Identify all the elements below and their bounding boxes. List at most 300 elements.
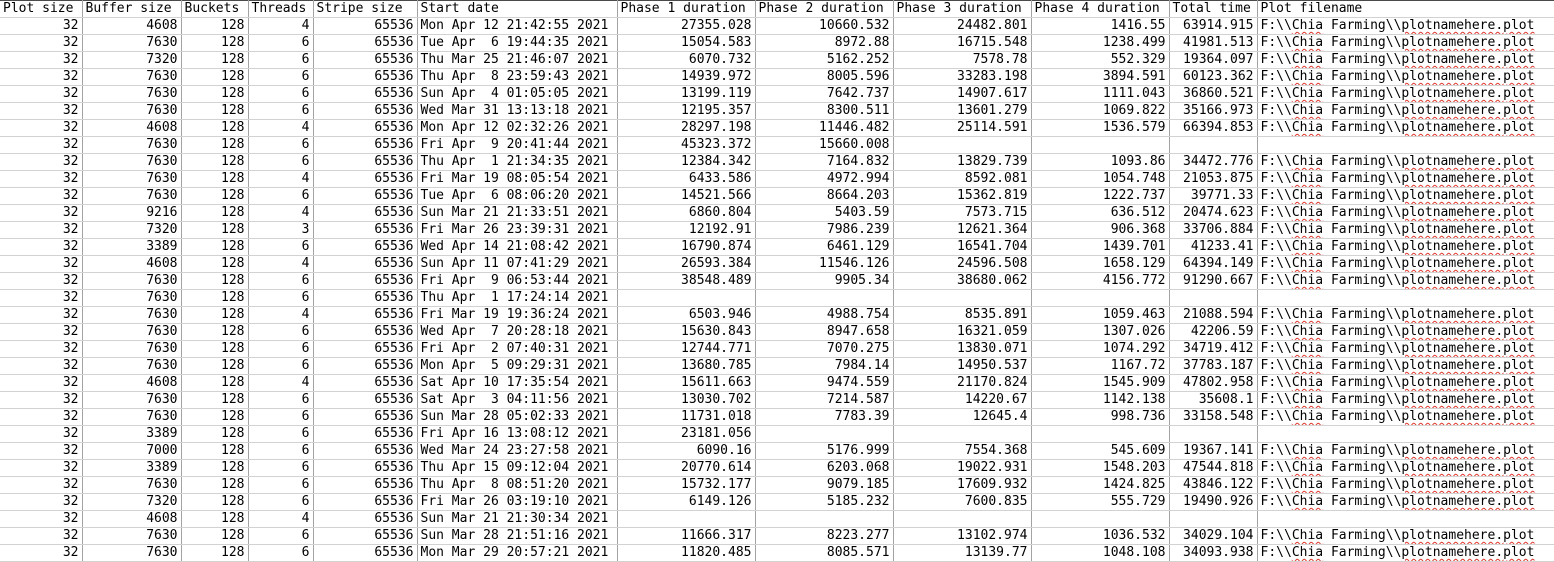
cell-phase-1-duration[interactable]: 6070.732 xyxy=(617,52,755,69)
cell-threads[interactable]: 6 xyxy=(248,358,313,375)
cell-plot-size[interactable]: 32 xyxy=(0,460,82,477)
cell-plot-size[interactable]: 32 xyxy=(0,120,82,137)
cell-phase-3-duration[interactable]: 25114.591 xyxy=(893,120,1031,137)
cell-threads[interactable]: 4 xyxy=(248,120,313,137)
cell-stripe-size[interactable]: 65536 xyxy=(313,154,417,171)
cell-phase-4-duration[interactable]: 1439.701 xyxy=(1031,239,1169,256)
cell-threads[interactable]: 4 xyxy=(248,18,313,35)
cell-buckets[interactable]: 128 xyxy=(181,324,248,341)
cell-plot-size[interactable]: 32 xyxy=(0,86,82,103)
cell-plot-filename[interactable] xyxy=(1257,511,1554,528)
cell-phase-2-duration[interactable]: 5185.232 xyxy=(755,494,893,511)
cell-plot-size[interactable]: 32 xyxy=(0,307,82,324)
cell-total-time[interactable]: 36860.521 xyxy=(1169,86,1257,103)
cell-plot-size[interactable]: 32 xyxy=(0,273,82,290)
cell-total-time[interactable]: 35608.1 xyxy=(1169,392,1257,409)
cell-stripe-size[interactable]: 65536 xyxy=(313,409,417,426)
cell-total-time[interactable]: 19490.926 xyxy=(1169,494,1257,511)
cell-start-date[interactable]: Tue Apr 6 08:06:20 2021 xyxy=(417,188,617,205)
cell-threads[interactable]: 6 xyxy=(248,460,313,477)
cell-phase-1-duration[interactable]: 15732.177 xyxy=(617,477,755,494)
cell-start-date[interactable]: Mon Apr 5 09:29:31 2021 xyxy=(417,358,617,375)
cell-total-time[interactable] xyxy=(1169,511,1257,528)
cell-buckets[interactable]: 128 xyxy=(181,341,248,358)
cell-threads[interactable]: 4 xyxy=(248,511,313,528)
cell-phase-4-duration[interactable]: 1059.463 xyxy=(1031,307,1169,324)
cell-plot-size[interactable]: 32 xyxy=(0,341,82,358)
cell-phase-3-duration[interactable]: 14950.537 xyxy=(893,358,1031,375)
cell-plot-filename[interactable] xyxy=(1257,239,1554,256)
cell-phase-1-duration[interactable]: 15611.663 xyxy=(617,375,755,392)
cell-start-date[interactable]: Mon Mar 29 20:57:21 2021 xyxy=(417,545,617,562)
cell-plot-size[interactable]: 32 xyxy=(0,171,82,188)
cell-stripe-size[interactable]: 65536 xyxy=(313,460,417,477)
cell-phase-1-duration[interactable] xyxy=(617,290,755,307)
cell-phase-1-duration[interactable]: 11731.018 xyxy=(617,409,755,426)
cell-phase-3-duration[interactable]: 21170.824 xyxy=(893,375,1031,392)
cell-stripe-size[interactable]: 65536 xyxy=(313,273,417,290)
cell-total-time[interactable]: 34472.776 xyxy=(1169,154,1257,171)
cell-buckets[interactable]: 128 xyxy=(181,528,248,545)
cell-stripe-size[interactable]: 65536 xyxy=(313,494,417,511)
cell-threads[interactable]: 6 xyxy=(248,69,313,86)
cell-plot-size[interactable]: 32 xyxy=(0,392,82,409)
cell-threads[interactable]: 6 xyxy=(248,103,313,120)
cell-threads[interactable]: 6 xyxy=(248,409,313,426)
cell-start-date[interactable]: Sun Apr 4 01:05:05 2021 xyxy=(417,86,617,103)
cell-stripe-size[interactable]: 65536 xyxy=(313,324,417,341)
cell-start-date[interactable]: Fri Mar 19 08:05:54 2021 xyxy=(417,171,617,188)
cell-plot-size[interactable]: 32 xyxy=(0,222,82,239)
cell-phase-3-duration[interactable]: 13102.974 xyxy=(893,528,1031,545)
cell-buckets[interactable]: 128 xyxy=(181,409,248,426)
cell-plot-size[interactable]: 32 xyxy=(0,239,82,256)
cell-phase-1-duration[interactable]: 23181.056 xyxy=(617,426,755,443)
cell-total-time[interactable]: 34029.104 xyxy=(1169,528,1257,545)
cell-buckets[interactable]: 128 xyxy=(181,290,248,307)
cell-plot-size[interactable]: 32 xyxy=(0,69,82,86)
cell-stripe-size[interactable]: 65536 xyxy=(313,511,417,528)
cell-phase-4-duration[interactable] xyxy=(1031,137,1169,154)
cell-plot-size[interactable]: 32 xyxy=(0,358,82,375)
cell-phase-4-duration[interactable]: 1069.822 xyxy=(1031,103,1169,120)
cell-phase-1-duration[interactable]: 13199.119 xyxy=(617,86,755,103)
cell-start-date[interactable]: Fri Mar 19 19:36:24 2021 xyxy=(417,307,617,324)
cell-plot-filename[interactable] xyxy=(1257,307,1554,324)
cell-buckets[interactable]: 128 xyxy=(181,375,248,392)
cell-buffer-size[interactable]: 7630 xyxy=(82,154,181,171)
cell-threads[interactable]: 6 xyxy=(248,443,313,460)
cell-phase-2-duration[interactable]: 7642.737 xyxy=(755,86,893,103)
cell-start-date[interactable]: Sun Mar 21 21:30:34 2021 xyxy=(417,511,617,528)
cell-total-time[interactable]: 34093.938 xyxy=(1169,545,1257,562)
cell-threads[interactable]: 6 xyxy=(248,35,313,52)
cell-buckets[interactable]: 128 xyxy=(181,69,248,86)
cell-start-date[interactable]: Wed Apr 14 21:08:42 2021 xyxy=(417,239,617,256)
cell-phase-3-duration[interactable]: 12645.4 xyxy=(893,409,1031,426)
cell-start-date[interactable]: Wed Mar 31 13:13:18 2021 xyxy=(417,103,617,120)
cell-phase-4-duration[interactable]: 1545.909 xyxy=(1031,375,1169,392)
cell-buffer-size[interactable]: 7630 xyxy=(82,273,181,290)
cell-phase-4-duration[interactable]: 1167.72 xyxy=(1031,358,1169,375)
cell-threads[interactable]: 6 xyxy=(248,477,313,494)
cell-plot-filename[interactable] xyxy=(1257,222,1554,239)
cell-buckets[interactable]: 128 xyxy=(181,273,248,290)
cell-start-date[interactable]: Sun Mar 21 21:33:51 2021 xyxy=(417,205,617,222)
cell-start-date[interactable]: Fri Apr 9 20:41:44 2021 xyxy=(417,137,617,154)
cell-buffer-size[interactable]: 7320 xyxy=(82,52,181,69)
cell-phase-2-duration[interactable]: 9905.34 xyxy=(755,273,893,290)
cell-phase-1-duration[interactable]: 15630.843 xyxy=(617,324,755,341)
cell-buffer-size[interactable]: 7630 xyxy=(82,35,181,52)
cell-plot-filename[interactable] xyxy=(1257,460,1554,477)
cell-phase-4-duration[interactable]: 1222.737 xyxy=(1031,188,1169,205)
cell-plot-filename[interactable] xyxy=(1257,154,1554,171)
cell-phase-3-duration[interactable]: 13601.279 xyxy=(893,103,1031,120)
cell-buffer-size[interactable]: 7630 xyxy=(82,171,181,188)
cell-total-time[interactable]: 37783.187 xyxy=(1169,358,1257,375)
cell-phase-3-duration[interactable]: 12621.364 xyxy=(893,222,1031,239)
cell-buckets[interactable]: 128 xyxy=(181,545,248,562)
cell-phase-3-duration[interactable]: 16541.704 xyxy=(893,239,1031,256)
cell-threads[interactable]: 6 xyxy=(248,86,313,103)
column-header-buckets[interactable]: Buckets xyxy=(181,1,248,18)
cell-phase-2-duration[interactable]: 5162.252 xyxy=(755,52,893,69)
cell-phase-3-duration[interactable]: 13829.739 xyxy=(893,154,1031,171)
cell-buckets[interactable]: 128 xyxy=(181,120,248,137)
cell-phase-2-duration[interactable]: 4988.754 xyxy=(755,307,893,324)
cell-phase-1-duration[interactable]: 15054.583 xyxy=(617,35,755,52)
cell-phase-1-duration[interactable]: 11820.485 xyxy=(617,545,755,562)
cell-buffer-size[interactable]: 4608 xyxy=(82,120,181,137)
cell-total-time[interactable]: 42206.59 xyxy=(1169,324,1257,341)
cell-start-date[interactable]: Fri Apr 9 06:53:44 2021 xyxy=(417,273,617,290)
cell-plot-size[interactable]: 32 xyxy=(0,256,82,273)
cell-plot-size[interactable]: 32 xyxy=(0,35,82,52)
cell-plot-filename[interactable] xyxy=(1257,35,1554,52)
cell-start-date[interactable]: Tue Apr 6 19:44:35 2021 xyxy=(417,35,617,52)
cell-start-date[interactable]: Mon Apr 12 21:42:55 2021 xyxy=(417,18,617,35)
cell-total-time[interactable]: 35166.973 xyxy=(1169,103,1257,120)
cell-buffer-size[interactable]: 7630 xyxy=(82,290,181,307)
cell-phase-1-duration[interactable]: 14521.566 xyxy=(617,188,755,205)
cell-plot-filename[interactable] xyxy=(1257,375,1554,392)
cell-phase-1-duration[interactable]: 12192.91 xyxy=(617,222,755,239)
cell-stripe-size[interactable]: 65536 xyxy=(313,69,417,86)
cell-plot-filename[interactable] xyxy=(1257,341,1554,358)
cell-phase-4-duration[interactable] xyxy=(1031,426,1169,443)
cell-buffer-size[interactable]: 7630 xyxy=(82,477,181,494)
cell-stripe-size[interactable]: 65536 xyxy=(313,375,417,392)
cell-total-time[interactable]: 47802.958 xyxy=(1169,375,1257,392)
cell-phase-1-duration[interactable]: 20770.614 xyxy=(617,460,755,477)
cell-phase-1-duration[interactable]: 12195.357 xyxy=(617,103,755,120)
cell-total-time[interactable]: 34719.412 xyxy=(1169,341,1257,358)
cell-total-time[interactable]: 63914.915 xyxy=(1169,18,1257,35)
cell-buffer-size[interactable]: 7630 xyxy=(82,392,181,409)
cell-plot-filename[interactable] xyxy=(1257,188,1554,205)
cell-plot-filename[interactable] xyxy=(1257,103,1554,120)
cell-phase-4-duration[interactable]: 1307.026 xyxy=(1031,324,1169,341)
cell-phase-3-duration[interactable] xyxy=(893,137,1031,154)
cell-phase-2-duration[interactable]: 5176.999 xyxy=(755,443,893,460)
cell-threads[interactable]: 6 xyxy=(248,545,313,562)
cell-plot-size[interactable]: 32 xyxy=(0,443,82,460)
cell-phase-3-duration[interactable]: 7578.78 xyxy=(893,52,1031,69)
cell-plot-filename[interactable] xyxy=(1257,52,1554,69)
cell-start-date[interactable]: Sat Apr 3 04:11:56 2021 xyxy=(417,392,617,409)
cell-phase-4-duration[interactable]: 1658.129 xyxy=(1031,256,1169,273)
cell-phase-1-duration[interactable]: 26593.384 xyxy=(617,256,755,273)
cell-buffer-size[interactable]: 7630 xyxy=(82,103,181,120)
cell-stripe-size[interactable]: 65536 xyxy=(313,341,417,358)
cell-plot-size[interactable]: 32 xyxy=(0,188,82,205)
cell-phase-2-duration[interactable]: 11546.126 xyxy=(755,256,893,273)
cell-stripe-size[interactable]: 65536 xyxy=(313,205,417,222)
column-header-phase-1-duration[interactable]: Phase 1 duration xyxy=(617,1,755,18)
cell-plot-filename[interactable] xyxy=(1257,528,1554,545)
cell-threads[interactable]: 6 xyxy=(248,341,313,358)
cell-plot-filename[interactable] xyxy=(1257,171,1554,188)
cell-buckets[interactable]: 128 xyxy=(181,307,248,324)
cell-phase-2-duration[interactable]: 7783.39 xyxy=(755,409,893,426)
cell-threads[interactable]: 4 xyxy=(248,171,313,188)
cell-buffer-size[interactable]: 7630 xyxy=(82,341,181,358)
cell-start-date[interactable]: Thu Apr 8 08:51:20 2021 xyxy=(417,477,617,494)
cell-phase-2-duration[interactable]: 8664.203 xyxy=(755,188,893,205)
cell-phase-2-duration[interactable]: 8005.596 xyxy=(755,69,893,86)
cell-phase-1-duration[interactable] xyxy=(617,511,755,528)
cell-phase-4-duration[interactable]: 552.329 xyxy=(1031,52,1169,69)
cell-total-time[interactable]: 19367.141 xyxy=(1169,443,1257,460)
cell-phase-4-duration[interactable]: 1111.043 xyxy=(1031,86,1169,103)
cell-phase-3-duration[interactable]: 15362.819 xyxy=(893,188,1031,205)
cell-buckets[interactable]: 128 xyxy=(181,222,248,239)
cell-buckets[interactable]: 128 xyxy=(181,188,248,205)
cell-buffer-size[interactable]: 7320 xyxy=(82,494,181,511)
cell-phase-2-duration[interactable]: 4972.994 xyxy=(755,171,893,188)
cell-phase-1-duration[interactable]: 11666.317 xyxy=(617,528,755,545)
cell-plot-size[interactable]: 32 xyxy=(0,137,82,154)
cell-buffer-size[interactable]: 7630 xyxy=(82,358,181,375)
cell-plot-size[interactable]: 32 xyxy=(0,52,82,69)
cell-phase-2-duration[interactable]: 8947.658 xyxy=(755,324,893,341)
cell-stripe-size[interactable]: 65536 xyxy=(313,137,417,154)
cell-plot-filename[interactable] xyxy=(1257,256,1554,273)
cell-buffer-size[interactable]: 7630 xyxy=(82,528,181,545)
cell-threads[interactable]: 6 xyxy=(248,137,313,154)
cell-buffer-size[interactable]: 4608 xyxy=(82,511,181,528)
cell-phase-2-duration[interactable]: 7164.832 xyxy=(755,154,893,171)
cell-phase-3-duration[interactable]: 17609.932 xyxy=(893,477,1031,494)
cell-buffer-size[interactable]: 7630 xyxy=(82,188,181,205)
cell-threads[interactable]: 6 xyxy=(248,392,313,409)
cell-stripe-size[interactable]: 65536 xyxy=(313,545,417,562)
cell-phase-3-duration[interactable]: 7573.715 xyxy=(893,205,1031,222)
cell-plot-filename[interactable] xyxy=(1257,290,1554,307)
cell-start-date[interactable]: Fri Mar 26 03:19:10 2021 xyxy=(417,494,617,511)
cell-phase-2-duration[interactable] xyxy=(755,511,893,528)
cell-phase-4-duration[interactable]: 545.609 xyxy=(1031,443,1169,460)
cell-phase-4-duration[interactable]: 1536.579 xyxy=(1031,120,1169,137)
cell-total-time[interactable]: 21088.594 xyxy=(1169,307,1257,324)
column-header-buffer-size[interactable]: Buffer size xyxy=(82,1,181,18)
cell-stripe-size[interactable]: 65536 xyxy=(313,290,417,307)
cell-total-time[interactable]: 47544.818 xyxy=(1169,460,1257,477)
column-header-phase-4-duration[interactable]: Phase 4 duration xyxy=(1031,1,1169,18)
cell-buckets[interactable]: 128 xyxy=(181,52,248,69)
cell-phase-4-duration[interactable]: 1048.108 xyxy=(1031,545,1169,562)
cell-plot-size[interactable]: 32 xyxy=(0,528,82,545)
cell-buffer-size[interactable]: 9216 xyxy=(82,205,181,222)
cell-buckets[interactable]: 128 xyxy=(181,392,248,409)
cell-total-time[interactable]: 91290.667 xyxy=(1169,273,1257,290)
cell-phase-2-duration[interactable]: 7214.587 xyxy=(755,392,893,409)
cell-phase-3-duration[interactable]: 14907.617 xyxy=(893,86,1031,103)
cell-phase-2-duration[interactable]: 8085.571 xyxy=(755,545,893,562)
cell-phase-3-duration[interactable]: 8592.081 xyxy=(893,171,1031,188)
cell-phase-3-duration[interactable]: 14220.67 xyxy=(893,392,1031,409)
cell-phase-3-duration[interactable]: 16715.548 xyxy=(893,35,1031,52)
cell-threads[interactable]: 4 xyxy=(248,205,313,222)
cell-phase-1-duration[interactable]: 6149.126 xyxy=(617,494,755,511)
cell-plot-filename[interactable] xyxy=(1257,69,1554,86)
cell-phase-4-duration[interactable]: 1054.748 xyxy=(1031,171,1169,188)
cell-plot-filename[interactable] xyxy=(1257,426,1554,443)
cell-stripe-size[interactable]: 65536 xyxy=(313,392,417,409)
cell-plot-filename[interactable] xyxy=(1257,273,1554,290)
cell-phase-1-duration[interactable]: 16790.874 xyxy=(617,239,755,256)
cell-buckets[interactable]: 128 xyxy=(181,86,248,103)
cell-phase-1-duration[interactable]: 13030.702 xyxy=(617,392,755,409)
cell-start-date[interactable]: Sun Apr 11 07:41:29 2021 xyxy=(417,256,617,273)
cell-phase-1-duration[interactable]: 13680.785 xyxy=(617,358,755,375)
cell-phase-3-duration[interactable]: 13830.071 xyxy=(893,341,1031,358)
cell-total-time[interactable]: 60123.362 xyxy=(1169,69,1257,86)
cell-start-date[interactable]: Wed Apr 7 20:28:18 2021 xyxy=(417,324,617,341)
cell-buckets[interactable]: 128 xyxy=(181,477,248,494)
cell-buffer-size[interactable]: 3389 xyxy=(82,239,181,256)
cell-buffer-size[interactable]: 7630 xyxy=(82,307,181,324)
cell-buckets[interactable]: 128 xyxy=(181,256,248,273)
cell-phase-2-duration[interactable]: 9079.185 xyxy=(755,477,893,494)
cell-phase-1-duration[interactable]: 28297.198 xyxy=(617,120,755,137)
cell-plot-size[interactable]: 32 xyxy=(0,426,82,443)
cell-buckets[interactable]: 128 xyxy=(181,18,248,35)
cell-stripe-size[interactable]: 65536 xyxy=(313,477,417,494)
cell-plot-size[interactable]: 32 xyxy=(0,18,82,35)
cell-stripe-size[interactable]: 65536 xyxy=(313,426,417,443)
cell-plot-filename[interactable] xyxy=(1257,494,1554,511)
cell-threads[interactable]: 6 xyxy=(248,239,313,256)
cell-threads[interactable]: 4 xyxy=(248,375,313,392)
cell-total-time[interactable]: 41981.513 xyxy=(1169,35,1257,52)
cell-phase-3-duration[interactable]: 16321.059 xyxy=(893,324,1031,341)
cell-stripe-size[interactable]: 65536 xyxy=(313,103,417,120)
column-header-plot-filename[interactable]: Plot filename xyxy=(1257,1,1554,18)
cell-plot-filename[interactable] xyxy=(1257,409,1554,426)
cell-phase-4-duration[interactable]: 1074.292 xyxy=(1031,341,1169,358)
cell-plot-size[interactable]: 32 xyxy=(0,477,82,494)
cell-buckets[interactable]: 128 xyxy=(181,103,248,120)
cell-threads[interactable]: 4 xyxy=(248,256,313,273)
cell-phase-2-duration[interactable]: 5403.59 xyxy=(755,205,893,222)
cell-total-time[interactable]: 33706.884 xyxy=(1169,222,1257,239)
cell-phase-1-duration[interactable]: 14939.972 xyxy=(617,69,755,86)
cell-buffer-size[interactable]: 7630 xyxy=(82,137,181,154)
cell-phase-4-duration[interactable]: 1424.825 xyxy=(1031,477,1169,494)
cell-stripe-size[interactable]: 65536 xyxy=(313,239,417,256)
cell-stripe-size[interactable]: 65536 xyxy=(313,171,417,188)
cell-threads[interactable]: 6 xyxy=(248,273,313,290)
cell-buckets[interactable]: 128 xyxy=(181,137,248,154)
cell-plot-filename[interactable] xyxy=(1257,137,1554,154)
cell-phase-4-duration[interactable]: 1142.138 xyxy=(1031,392,1169,409)
cell-total-time[interactable]: 33158.548 xyxy=(1169,409,1257,426)
cell-plot-size[interactable]: 32 xyxy=(0,103,82,120)
cell-buffer-size[interactable]: 7630 xyxy=(82,86,181,103)
cell-phase-4-duration[interactable]: 998.736 xyxy=(1031,409,1169,426)
cell-total-time[interactable]: 43846.122 xyxy=(1169,477,1257,494)
cell-phase-1-duration[interactable]: 6503.946 xyxy=(617,307,755,324)
cell-phase-3-duration[interactable] xyxy=(893,290,1031,307)
cell-threads[interactable]: 6 xyxy=(248,52,313,69)
cell-phase-3-duration[interactable]: 7554.368 xyxy=(893,443,1031,460)
cell-stripe-size[interactable]: 65536 xyxy=(313,52,417,69)
cell-phase-1-duration[interactable]: 6090.16 xyxy=(617,443,755,460)
cell-start-date[interactable]: Thu Apr 1 17:24:14 2021 xyxy=(417,290,617,307)
cell-buffer-size[interactable]: 7630 xyxy=(82,69,181,86)
cell-plot-filename[interactable] xyxy=(1257,443,1554,460)
cell-plot-filename[interactable] xyxy=(1257,18,1554,35)
cell-plot-size[interactable]: 32 xyxy=(0,205,82,222)
cell-plot-filename[interactable] xyxy=(1257,86,1554,103)
cell-buffer-size[interactable]: 7630 xyxy=(82,324,181,341)
cell-phase-4-duration[interactable]: 1238.499 xyxy=(1031,35,1169,52)
cell-stripe-size[interactable]: 65536 xyxy=(313,222,417,239)
cell-start-date[interactable]: Thu Apr 8 23:59:43 2021 xyxy=(417,69,617,86)
cell-start-date[interactable]: Fri Apr 2 07:40:31 2021 xyxy=(417,341,617,358)
cell-buffer-size[interactable]: 7320 xyxy=(82,222,181,239)
column-header-total-time[interactable]: Total time xyxy=(1169,1,1257,18)
cell-total-time[interactable]: 20474.623 xyxy=(1169,205,1257,222)
cell-phase-3-duration[interactable]: 33283.198 xyxy=(893,69,1031,86)
cell-stripe-size[interactable]: 65536 xyxy=(313,256,417,273)
cell-buckets[interactable]: 128 xyxy=(181,443,248,460)
cell-phase-2-duration[interactable]: 9474.559 xyxy=(755,375,893,392)
column-header-phase-3-duration[interactable]: Phase 3 duration xyxy=(893,1,1031,18)
cell-buffer-size[interactable]: 7630 xyxy=(82,545,181,562)
cell-buffer-size[interactable]: 7000 xyxy=(82,443,181,460)
cell-phase-4-duration[interactable] xyxy=(1031,511,1169,528)
cell-plot-size[interactable]: 32 xyxy=(0,375,82,392)
cell-start-date[interactable]: Sun Mar 28 21:51:16 2021 xyxy=(417,528,617,545)
cell-phase-4-duration[interactable]: 3894.591 xyxy=(1031,69,1169,86)
cell-total-time[interactable] xyxy=(1169,426,1257,443)
cell-phase-2-duration[interactable]: 7986.239 xyxy=(755,222,893,239)
cell-buckets[interactable]: 128 xyxy=(181,154,248,171)
cell-phase-1-duration[interactable]: 12744.771 xyxy=(617,341,755,358)
cell-plot-size[interactable]: 32 xyxy=(0,494,82,511)
cell-start-date[interactable]: Fri Apr 16 13:08:12 2021 xyxy=(417,426,617,443)
cell-buffer-size[interactable]: 7630 xyxy=(82,409,181,426)
cell-phase-1-duration[interactable]: 38548.489 xyxy=(617,273,755,290)
cell-start-date[interactable]: Wed Mar 24 23:27:58 2021 xyxy=(417,443,617,460)
cell-phase-3-duration[interactable] xyxy=(893,511,1031,528)
column-header-start-date[interactable]: Start date xyxy=(417,1,617,18)
cell-phase-1-duration[interactable]: 6433.586 xyxy=(617,171,755,188)
cell-stripe-size[interactable]: 65536 xyxy=(313,35,417,52)
